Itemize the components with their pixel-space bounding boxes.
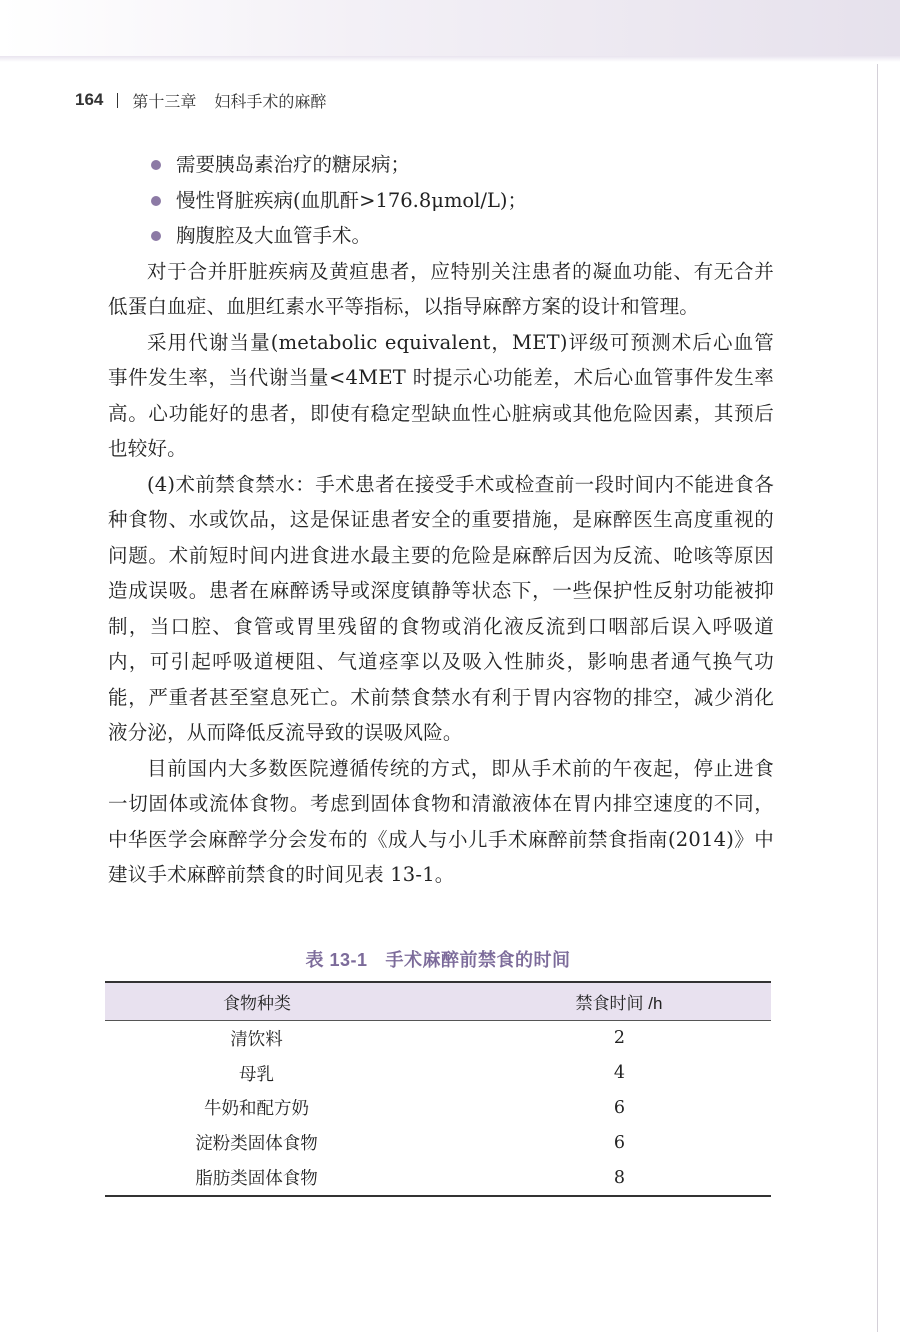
top-band (0, 0, 900, 62)
table-number: 表 13-1 (305, 950, 368, 970)
paragraph: 对于合并肝脏疾病及黄疸患者，应特别关注患者的凝血功能、有无合并低蛋白血症、血胆红素水平等指标，以指导麻醉方案的设计和管理。 (108, 259, 774, 318)
time-cell: 2 (613, 1028, 626, 1049)
bullet-icon (151, 160, 161, 170)
list-item (108, 183, 774, 219)
table-row (105, 1056, 771, 1091)
time-cell: 6 (613, 1097, 626, 1118)
table-row (105, 1125, 771, 1160)
table-title: 手术麻醉前禁食的时间 (385, 950, 571, 970)
bullet-icon (151, 196, 161, 206)
fasting-table (105, 981, 771, 1197)
time-cell: 8 (438, 1160, 771, 1196)
food-cell: 脂肪类固体食物 (105, 1160, 438, 1196)
paragraph: 目前国内大多数医院遵循传统的方式，即从手术前的午夜起，停止进食一切固体或流体食物。考虑到固体食物和清澈液体在胃内排空速度的不同，中华医学会麻醉学分会发布的《成人与小儿手术麻醉前禁食指南(2014)》中建议手术麻醉前禁食的时间见表 13-1。 (108, 756, 774, 886)
food-cell: 淀粉类固体食物 (195, 1134, 318, 1155)
page-number: 164 (75, 90, 104, 109)
body-text (108, 147, 774, 893)
food-cell: 牛奶和配方奶 (204, 1099, 309, 1120)
chapter-title: 妇科手术的麻醉 (214, 93, 327, 111)
table-header-row (105, 982, 771, 1021)
paragraph: (4)术前禁食禁水：手术患者在接受手术或检查前一段时间内不能进食各种食物、水或饮品，这是保证患者安全的重要措施，是麻醉医生高度重视的问题。术前短时间内进食进水最主要的危险是麻醉后因为反流、呛咳等原因造成误吸。患者在麻醉诱导或深度镇静等状态下，一些保护性反射功能被抑制，当口腔、食管或胃里残留的食物或消化液反流到口咽部后误入呼吸道内，可引起呼吸道梗阻、气道痉挛以及吸入性肺炎，影响患者通气换气功能，严重者甚至窒息死亡。术前禁食禁水有利于胃内容物的排空，减少消化液分泌，从而降低反流导致的误吸风险。 (108, 472, 774, 744)
list-item (108, 147, 774, 183)
paragraph: 采用代谢当量(metabolic equivalent，MET)评级可预测术后心血管事件发生率，当代谢当量<4MET 时提示心功能差，术后心血管事件发生率高。心功能好的患者，即使有稳定型缺血性心脏病或其他危险因素，其预后也较好。 (108, 330, 774, 460)
list-item-text: 需要胰岛素治疗的糖尿病； (176, 153, 411, 176)
running-header (75, 89, 326, 111)
header-separator (117, 93, 118, 108)
food-cell: 清饮料 (230, 1029, 283, 1050)
time-cell: 4 (613, 1063, 626, 1084)
table-row (105, 1160, 771, 1196)
list-item-text: 胸腹腔及大血管手术。 (176, 224, 372, 247)
column-header-food: 食物种类 (105, 982, 438, 1021)
top-band-edge (0, 56, 900, 62)
list-item (108, 218, 774, 254)
time-cell: 6 (613, 1132, 626, 1153)
chapter-label: 第十三章 (132, 93, 197, 111)
food-cell: 母乳 (239, 1064, 274, 1085)
table-row (105, 1021, 771, 1056)
table-row (105, 1091, 771, 1126)
page-edge-line (877, 64, 878, 1332)
column-header-time: 禁食时间 /h (438, 982, 771, 1021)
list-item-text: 慢性肾脏疾病(血肌酐>176.8μmol/L)； (176, 188, 528, 212)
table-caption (105, 946, 771, 972)
bullet-icon (151, 231, 161, 241)
